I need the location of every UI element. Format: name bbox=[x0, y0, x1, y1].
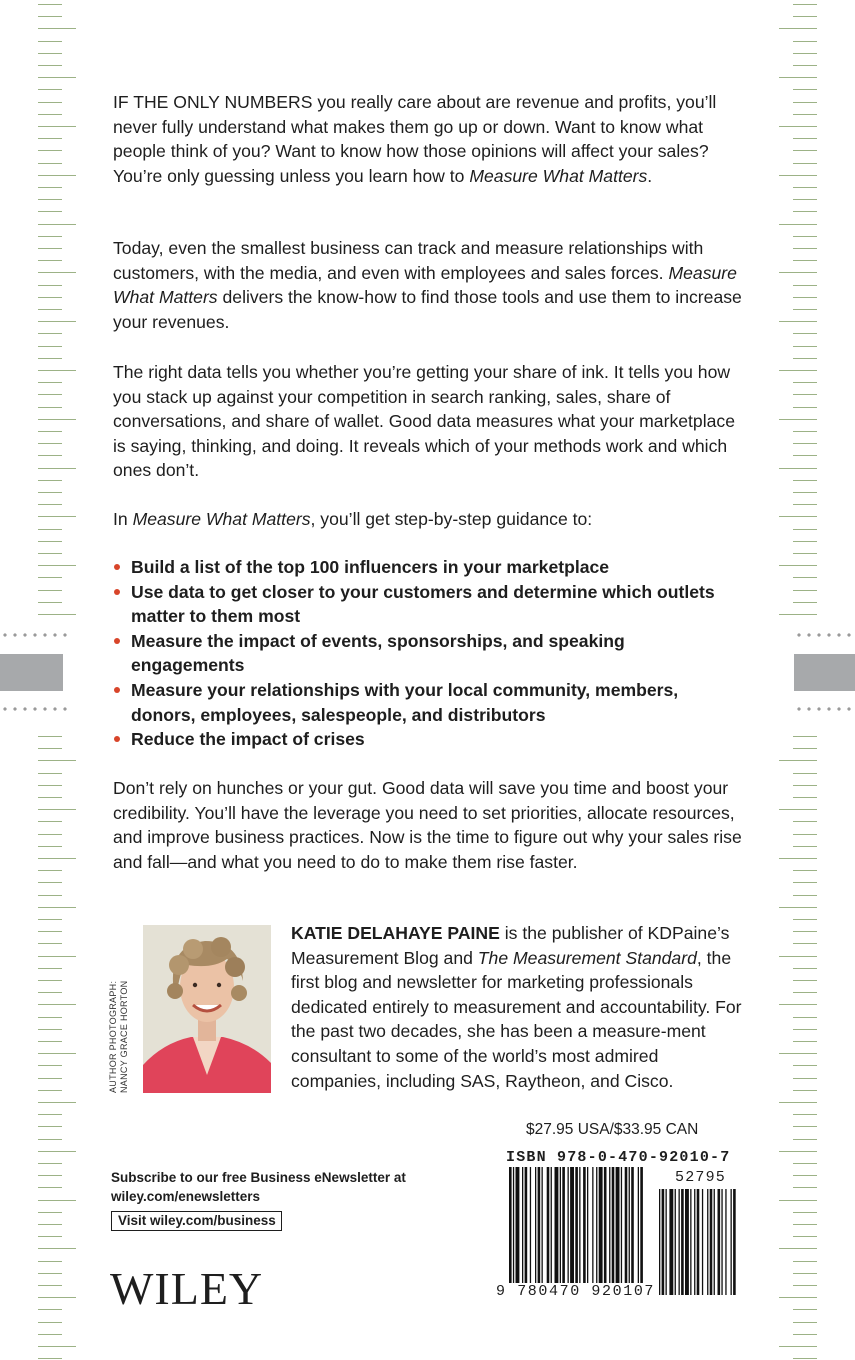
barcode-bar bbox=[583, 1167, 586, 1295]
ruler-tick bbox=[793, 1358, 817, 1359]
list-item: Build a list of the top 100 influencers in your marketplace bbox=[113, 555, 743, 580]
ruler-tick bbox=[38, 1236, 62, 1237]
ruler-tick bbox=[38, 28, 76, 29]
newsletter-promo: Subscribe to our free Business eNewsletter at wiley.com/enewsletters bbox=[111, 1170, 406, 1204]
ruler-tick bbox=[793, 1139, 817, 1140]
barcode-bar bbox=[538, 1167, 541, 1295]
ruler-tick bbox=[38, 895, 62, 896]
ruler-tick bbox=[38, 126, 76, 127]
right-dots-bottom bbox=[794, 707, 855, 711]
ruler-tick bbox=[38, 89, 62, 90]
ruler-tick bbox=[38, 65, 62, 66]
ruler-tick bbox=[38, 1163, 62, 1164]
ruler-tick bbox=[38, 821, 62, 822]
ruler-tick bbox=[38, 1004, 76, 1005]
ruler-tick bbox=[38, 468, 76, 469]
ruler-tick bbox=[793, 346, 817, 347]
ruler-tick bbox=[38, 138, 62, 139]
ruler-tick bbox=[779, 858, 817, 859]
ruler-tick bbox=[779, 907, 817, 908]
ruler-tick bbox=[793, 895, 817, 896]
ruler-tick bbox=[779, 28, 817, 29]
ruler-tick bbox=[793, 919, 817, 920]
ruler-tick bbox=[38, 992, 62, 993]
barcode-bar bbox=[522, 1167, 523, 1295]
barcode-bar bbox=[579, 1167, 580, 1295]
ruler-tick bbox=[793, 992, 817, 993]
ruler-tick bbox=[38, 1114, 62, 1115]
barcode-bar bbox=[547, 1167, 550, 1295]
price-code: 52795 bbox=[675, 1169, 727, 1186]
ruler-tick bbox=[38, 553, 62, 554]
ruler-tick bbox=[793, 443, 817, 444]
ruler-tick bbox=[38, 346, 62, 347]
ruler-tick bbox=[38, 175, 76, 176]
barcode-bar bbox=[621, 1167, 622, 1295]
ruler-tick bbox=[38, 199, 62, 200]
ruler-tick bbox=[38, 1017, 62, 1018]
ruler-tick bbox=[38, 1090, 62, 1091]
ruler-tick bbox=[38, 309, 62, 310]
ruler-tick bbox=[793, 602, 817, 603]
ruler-tick bbox=[38, 431, 62, 432]
barcode-bar bbox=[560, 1167, 561, 1295]
ruler-tick bbox=[793, 1175, 817, 1176]
ruler-tick bbox=[793, 150, 817, 151]
isbn-barcode bbox=[509, 1167, 742, 1295]
ruler-tick bbox=[38, 1334, 62, 1335]
ruler-tick bbox=[779, 614, 817, 615]
barcode-bar bbox=[666, 1189, 667, 1295]
ruler-tick bbox=[38, 1175, 62, 1176]
left-dots-bottom bbox=[0, 707, 68, 711]
ruler-tick bbox=[793, 114, 817, 115]
barcode-bar bbox=[530, 1167, 531, 1295]
description-paragraph-4: In Measure What Matters, you’ll get step-by-step guidance to: bbox=[113, 509, 593, 529]
ruler-tick bbox=[793, 1273, 817, 1274]
ruler-tick bbox=[793, 504, 817, 505]
ruler-tick bbox=[38, 529, 62, 530]
ruler-tick bbox=[38, 858, 76, 859]
ruler-tick bbox=[779, 1053, 817, 1054]
ruler-tick bbox=[38, 297, 62, 298]
barcode-bar bbox=[542, 1167, 543, 1295]
author-name: KATIE DELAHAYE PAINE bbox=[291, 923, 500, 943]
ruler-tick bbox=[793, 382, 817, 383]
barcode-bar bbox=[516, 1167, 520, 1295]
ruler-tick bbox=[38, 272, 76, 273]
ruler-tick bbox=[793, 882, 817, 883]
ruler-tick bbox=[793, 309, 817, 310]
ruler-tick bbox=[38, 53, 62, 54]
ruler-tick bbox=[38, 943, 62, 944]
ruler-tick bbox=[38, 980, 62, 981]
ruler-tick bbox=[38, 882, 62, 883]
ruler-tick bbox=[793, 834, 817, 835]
ruler-tick bbox=[793, 41, 817, 42]
ruler-tick bbox=[793, 748, 817, 749]
ruler-tick bbox=[793, 394, 817, 395]
ruler-tick bbox=[38, 1358, 62, 1359]
ruler-tick bbox=[38, 211, 62, 212]
ruler-tick bbox=[38, 736, 62, 737]
left-dots-top bbox=[0, 633, 68, 637]
ruler-tick bbox=[793, 431, 817, 432]
ruler-tick bbox=[38, 163, 62, 164]
ruler-tick bbox=[38, 516, 76, 517]
ruler-tick bbox=[793, 1065, 817, 1066]
barcode-bar bbox=[525, 1167, 528, 1295]
barcode-bar bbox=[592, 1167, 593, 1295]
visit-website-link[interactable]: Visit wiley.com/business bbox=[111, 1211, 282, 1231]
ruler-tick bbox=[38, 1200, 76, 1201]
ruler-tick bbox=[38, 968, 62, 969]
ruler-tick bbox=[38, 492, 62, 493]
ruler-tick bbox=[38, 407, 62, 408]
barcode-bar bbox=[697, 1189, 700, 1295]
barcode-digits: 9 780470 920107 bbox=[496, 1283, 656, 1300]
ruler-tick bbox=[38, 1224, 62, 1225]
right-gray-bar bbox=[794, 654, 855, 691]
barcode-bar bbox=[612, 1167, 615, 1295]
ruler-tick bbox=[38, 150, 62, 151]
ruler-tick bbox=[38, 1053, 76, 1054]
barcode-bar bbox=[707, 1189, 708, 1295]
ruler-tick bbox=[38, 870, 62, 871]
barcode-bar bbox=[640, 1167, 643, 1295]
list-item: Reduce the impact of crises bbox=[113, 727, 743, 752]
barcode-bar bbox=[562, 1167, 565, 1295]
ruler-tick bbox=[793, 492, 817, 493]
barcode-bar bbox=[513, 1167, 514, 1295]
ruler-tick bbox=[38, 1187, 62, 1188]
ruler-tick bbox=[38, 1309, 62, 1310]
ruler-tick bbox=[38, 1297, 76, 1298]
ruler-tick bbox=[38, 1126, 62, 1127]
ruler-tick bbox=[779, 224, 817, 225]
ruler-tick bbox=[793, 1236, 817, 1237]
barcode-bar bbox=[609, 1167, 610, 1295]
ruler-tick bbox=[38, 577, 62, 578]
ruler-tick bbox=[779, 760, 817, 761]
description-paragraph-1: IF THE ONLY NUMBERS you really care about are revenue and profits, you’ll never fully understand what makes them go up or down. Want to know what people think of you? Want to know how those opinions will affect your sales? You’re only guessing unless you learn how to Measure What Matters. bbox=[113, 92, 717, 186]
ruler-tick bbox=[793, 870, 817, 871]
ruler-tick bbox=[38, 41, 62, 42]
barcode-bar bbox=[616, 1167, 620, 1295]
ruler-tick bbox=[38, 919, 62, 920]
ruler-tick bbox=[38, 834, 62, 835]
ruler-tick bbox=[793, 1334, 817, 1335]
ruler-tick bbox=[779, 126, 817, 127]
ruler-tick bbox=[793, 1041, 817, 1042]
price-label: $27.95 USA/$33.95 CAN bbox=[526, 1121, 699, 1138]
ruler-tick bbox=[38, 846, 62, 847]
ruler-tick bbox=[38, 285, 62, 286]
barcode-bar bbox=[551, 1167, 552, 1295]
ruler-tick bbox=[793, 553, 817, 554]
ruler-tick bbox=[793, 1126, 817, 1127]
ruler-tick bbox=[38, 809, 76, 810]
description-paragraph-2: Today, even the smallest business can track and measure relationships with customers, with the media, and even with employees and sales forces. Measure What Matters delivers the know-how to find those tools and use them to increase your revenues. bbox=[113, 238, 742, 332]
barcode-bar bbox=[721, 1189, 722, 1295]
ruler-tick bbox=[793, 1322, 817, 1323]
ruler-tick bbox=[38, 260, 62, 261]
ruler-tick bbox=[38, 1212, 62, 1213]
closing-paragraph: Don’t rely on hunches or your gut. Good data will save you time and boost your credibility. You’ll have the leverage you need to set priorities, allocate resources, and improve business practices. Now is the time to figure out why your sales rise and fall—and what you need to do to make them rise faster. bbox=[113, 778, 742, 872]
ruler-tick bbox=[793, 53, 817, 54]
ruler-tick bbox=[793, 1285, 817, 1286]
ruler-tick bbox=[779, 516, 817, 517]
ruler-tick bbox=[793, 358, 817, 359]
ruler-tick bbox=[38, 394, 62, 395]
ruler-tick bbox=[38, 102, 62, 103]
ruler-tick bbox=[779, 1102, 817, 1103]
ruler-tick bbox=[793, 1224, 817, 1225]
ruler-tick bbox=[779, 956, 817, 957]
ruler-tick bbox=[793, 187, 817, 188]
barcode-bar bbox=[604, 1167, 607, 1295]
ruler-tick bbox=[38, 907, 76, 908]
ruler-tick bbox=[793, 1078, 817, 1079]
ruler-tick bbox=[38, 1346, 76, 1347]
ruler-tick bbox=[793, 968, 817, 969]
ruler-tick bbox=[793, 1309, 817, 1310]
ruler-tick bbox=[38, 370, 76, 371]
ruler-tick bbox=[793, 785, 817, 786]
barcode-bar bbox=[690, 1189, 691, 1295]
ruler-tick bbox=[779, 1346, 817, 1347]
ruler-tick bbox=[38, 1029, 62, 1030]
ruler-tick bbox=[38, 602, 62, 603]
ruler-tick bbox=[38, 77, 76, 78]
ruler-tick bbox=[793, 821, 817, 822]
ruler-tick bbox=[38, 541, 62, 542]
list-item: Use data to get closer to your customers and determine which outlets matter to them most bbox=[113, 580, 743, 629]
ruler-tick bbox=[38, 931, 62, 932]
author-bio: KATIE DELAHAYE PAINE is the publisher of KDPaine’s Measurement Blog and The Measurement Standard, the first blog and newsletter for marketing professionals dedicated entirely to measurement and accountability. For the past two decades, she has been a measure-ment consultant to some of the world’s most admired companies, including SAS, Raytheon, and Cisco. bbox=[291, 923, 742, 1091]
ruler-tick bbox=[779, 809, 817, 810]
ruler-tick bbox=[793, 65, 817, 66]
ruler-tick bbox=[38, 797, 62, 798]
ruler-tick bbox=[38, 358, 62, 359]
ruler-tick bbox=[793, 931, 817, 932]
barcode-bar bbox=[596, 1167, 597, 1295]
ruler-tick bbox=[793, 102, 817, 103]
barcode-bar bbox=[733, 1189, 736, 1295]
ruler-tick bbox=[793, 248, 817, 249]
barcode-bar bbox=[587, 1167, 588, 1295]
ruler-tick bbox=[38, 455, 62, 456]
ruler-tick bbox=[793, 1212, 817, 1213]
barcode-bar bbox=[535, 1167, 536, 1295]
ruler-tick bbox=[38, 590, 62, 591]
ruler-tick bbox=[779, 1200, 817, 1201]
ruler-tick bbox=[38, 1273, 62, 1274]
ruler-tick bbox=[779, 321, 817, 322]
ruler-tick bbox=[38, 321, 76, 322]
author-photo bbox=[143, 925, 271, 1093]
ruler-tick bbox=[38, 1102, 76, 1103]
ruler-tick bbox=[793, 541, 817, 542]
ruler-tick bbox=[779, 1004, 817, 1005]
left-gray-bar bbox=[0, 654, 63, 691]
ruler-tick bbox=[793, 577, 817, 578]
ruler-tick bbox=[793, 736, 817, 737]
ruler-tick bbox=[793, 236, 817, 237]
ruler-tick bbox=[793, 1114, 817, 1115]
ruler-tick bbox=[793, 211, 817, 212]
ruler-tick bbox=[38, 504, 62, 505]
barcode-bar bbox=[685, 1189, 689, 1295]
barcode-bar bbox=[679, 1189, 680, 1295]
ruler-tick bbox=[38, 614, 76, 615]
ruler-tick bbox=[38, 956, 76, 957]
ruler-tick bbox=[793, 1029, 817, 1030]
ruler-tick bbox=[793, 285, 817, 286]
right-dots-top bbox=[794, 633, 855, 637]
ruler-tick bbox=[38, 1139, 62, 1140]
barcode-bar bbox=[599, 1167, 603, 1295]
benefits-list bbox=[113, 555, 743, 752]
list-item: Measure your relationships with your local community, members, donors, employees, salespeople, and distributors bbox=[113, 678, 743, 727]
ruler-tick bbox=[38, 480, 62, 481]
ruler-tick bbox=[38, 419, 76, 420]
ruler-tick bbox=[38, 785, 62, 786]
ruler-tick bbox=[793, 1163, 817, 1164]
barcode-bar bbox=[702, 1189, 703, 1295]
ruler-tick bbox=[793, 590, 817, 591]
ruler-tick bbox=[38, 4, 62, 5]
description-paragraph-3: The right data tells you whether you’re getting your share of ink. It tells you how you stack up against your competition in search ranking, sales, share of conversations, and share of wallet. Good data measures what your marketplace is saying, thinking, and doing. It reveals which of your methods work and which ones don’t. bbox=[113, 362, 735, 481]
ruler-tick bbox=[779, 419, 817, 420]
ruler-tick bbox=[38, 236, 62, 237]
ruler-tick bbox=[793, 407, 817, 408]
publisher-logo: WILEY bbox=[110, 1263, 264, 1314]
ruler-tick bbox=[38, 16, 62, 17]
ruler-tick bbox=[793, 333, 817, 334]
barcode-bar bbox=[731, 1189, 732, 1295]
barcode-bar bbox=[629, 1167, 630, 1295]
barcode-bar bbox=[718, 1189, 721, 1295]
isbn-label: ISBN 978-0-470-92010-7 bbox=[506, 1149, 731, 1166]
ruler-tick bbox=[793, 455, 817, 456]
ruler-tick bbox=[779, 1297, 817, 1298]
ruler-tick bbox=[793, 1090, 817, 1091]
ruler-tick bbox=[38, 114, 62, 115]
ruler-tick bbox=[38, 1261, 62, 1262]
ruler-tick bbox=[793, 1261, 817, 1262]
barcode-bar bbox=[681, 1189, 684, 1295]
ruler-tick bbox=[793, 163, 817, 164]
barcode-bar bbox=[570, 1167, 574, 1295]
barcode-bar bbox=[694, 1189, 695, 1295]
ruler-tick bbox=[38, 382, 62, 383]
ruler-tick bbox=[38, 565, 76, 566]
ruler-tick bbox=[793, 89, 817, 90]
ruler-tick bbox=[38, 333, 62, 334]
ruler-tick bbox=[793, 138, 817, 139]
ruler-tick bbox=[38, 760, 76, 761]
ruler-tick bbox=[38, 224, 76, 225]
barcode-bar bbox=[555, 1167, 559, 1295]
ruler-tick bbox=[779, 565, 817, 566]
ruler-tick bbox=[793, 943, 817, 944]
ruler-tick bbox=[38, 1285, 62, 1286]
barcode-bar bbox=[725, 1189, 726, 1295]
ruler-tick bbox=[793, 529, 817, 530]
ruler-tick bbox=[793, 773, 817, 774]
barcode-bar bbox=[631, 1167, 634, 1295]
barcode-bar bbox=[675, 1189, 676, 1295]
ruler-tick bbox=[793, 1187, 817, 1188]
ruler-tick bbox=[779, 1151, 817, 1152]
ruler-tick bbox=[793, 297, 817, 298]
ruler-tick bbox=[779, 1248, 817, 1249]
list-item: Measure the impact of events, sponsorships, and speaking engagements bbox=[113, 629, 743, 678]
ruler-tick bbox=[38, 1065, 62, 1066]
ruler-tick bbox=[38, 443, 62, 444]
ruler-tick bbox=[38, 1151, 76, 1152]
photo-credit: AUTHOR PHOTOGRAPH: NANCY GRACE HORTON bbox=[108, 980, 129, 1093]
barcode-bar bbox=[669, 1189, 673, 1295]
ruler-tick bbox=[793, 846, 817, 847]
barcode-bar bbox=[509, 1167, 512, 1295]
barcode-bar bbox=[638, 1167, 639, 1295]
ruler-tick bbox=[38, 1078, 62, 1079]
barcode-bar bbox=[568, 1167, 569, 1295]
ruler-tick bbox=[793, 797, 817, 798]
ruler-tick bbox=[793, 1017, 817, 1018]
barcode-bar bbox=[625, 1167, 628, 1295]
barcode-bar bbox=[710, 1189, 713, 1295]
ruler-tick bbox=[38, 773, 62, 774]
barcode-bar bbox=[659, 1189, 660, 1295]
ruler-tick bbox=[779, 77, 817, 78]
barcode-bar bbox=[575, 1167, 578, 1295]
ruler-tick bbox=[38, 1248, 76, 1249]
ruler-tick bbox=[779, 370, 817, 371]
ruler-tick bbox=[779, 272, 817, 273]
ruler-tick bbox=[38, 1041, 62, 1042]
ruler-tick bbox=[793, 16, 817, 17]
ruler-tick bbox=[38, 187, 62, 188]
ruler-tick bbox=[793, 4, 817, 5]
ruler-tick bbox=[793, 260, 817, 261]
ruler-tick bbox=[38, 748, 62, 749]
ruler-tick bbox=[38, 248, 62, 249]
ruler-tick bbox=[779, 175, 817, 176]
ruler-tick bbox=[779, 468, 817, 469]
ruler-tick bbox=[793, 199, 817, 200]
barcode-bar bbox=[714, 1189, 715, 1295]
ruler-tick bbox=[38, 1322, 62, 1323]
barcode-bar bbox=[662, 1189, 665, 1295]
ruler-tick bbox=[793, 480, 817, 481]
ruler-tick bbox=[793, 980, 817, 981]
